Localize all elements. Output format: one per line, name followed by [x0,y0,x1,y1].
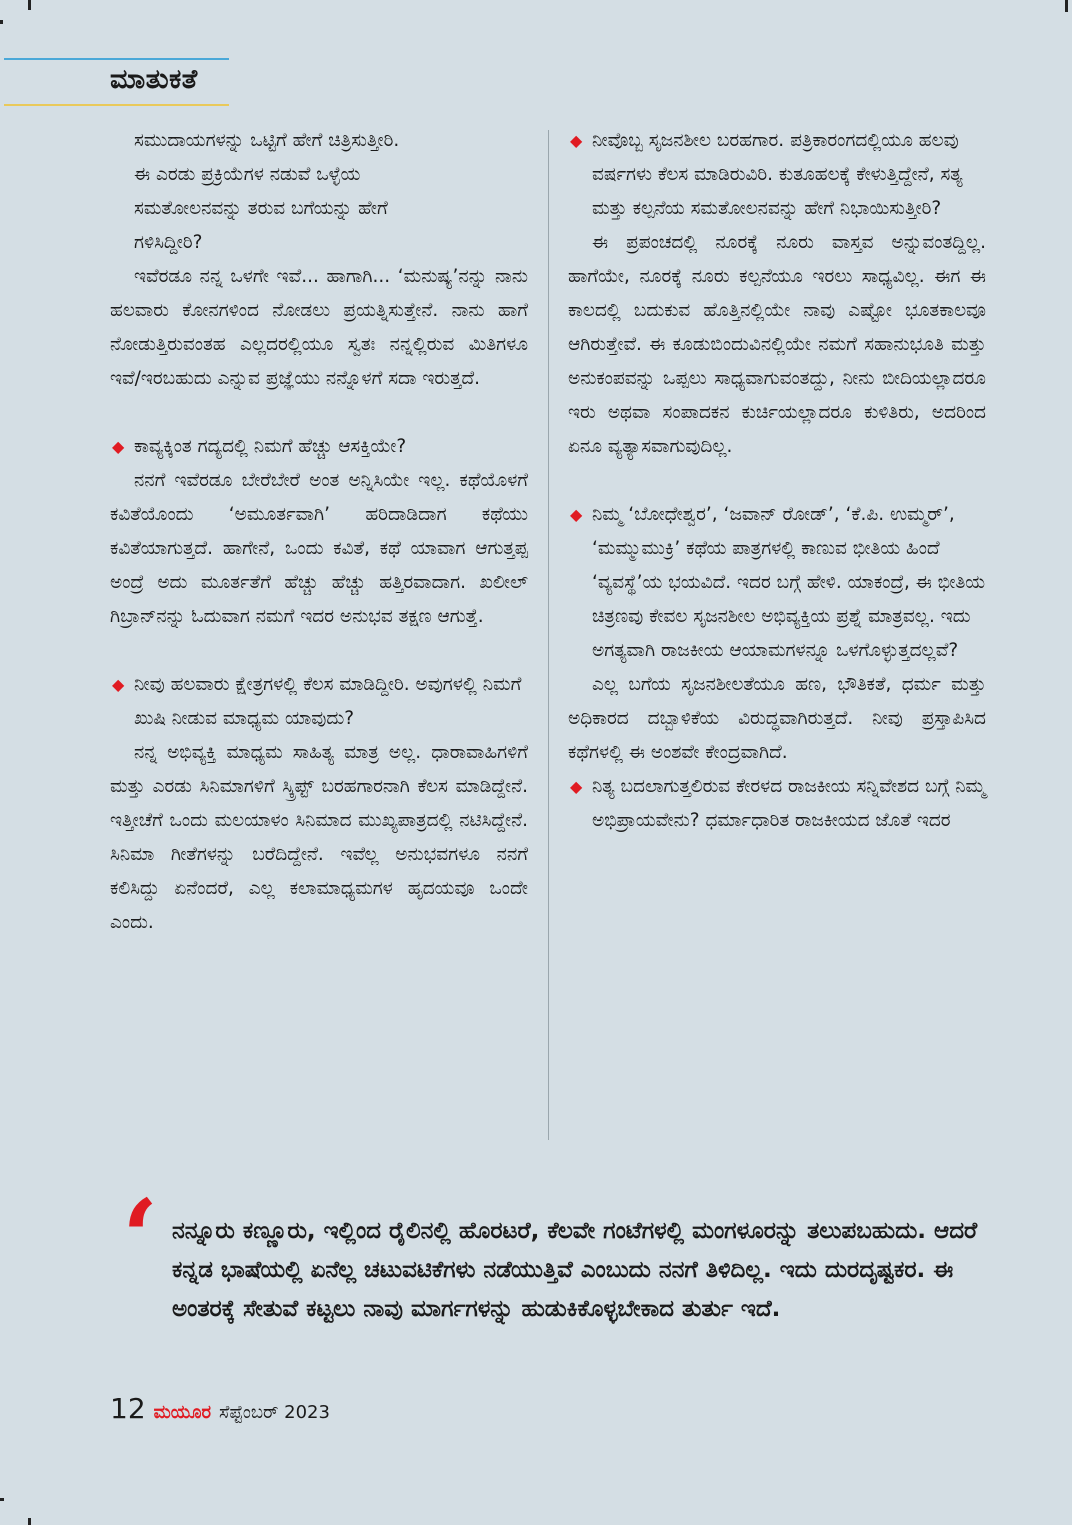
question-continued-line: ಸಮತೋಲನವನ್ನು ತರುವ ಬಗೆಯನ್ನು ಹೇಗೆ [134,198,388,219]
right-column [568,124,986,838]
question-paragraph [568,770,986,838]
question-text: ನೀವು ಹಲವಾರು ಕ್ಷೇತ್ರಗಳಲ್ಲಿ ಕೆಲಸ ಮಾಡಿದ್ದೀರಿ. ಅವುಗಳಲ್ಲಿ ನಿಮಗೆ ಖುಷಿ ನೀಡುವ ಮಾಧ್ಯಮ ಯಾವುದು? [134,674,522,729]
question-continued-line: ಸಮುದಾಯಗಳನ್ನು ಒಟ್ಟಿಗೆ ಹೇಗೆ ಚಿತ್ರಿಸುತ್ತೀರಿ. [134,130,400,151]
answer-paragraph: ಇವೆರಡೂ ನನ್ನ ಒಳಗೇ ಇವೆ... ಹಾಗಾಗಿ... ‘ಮನುಷ್ಯ’ನನ್ನು ನಾನು ಹಲವಾರು ಕೋನಗಳಿಂದ ನೋಡಲು ಪ್ರಯತ್ನಿಸುತ್ತೇನೆ. ನಾನು ಹಾಗೆ ನೋಡುತ್ತಿರುವಂತಹ ಎಲ್ಲದರಲ್ಲಿಯೂ ಸ್ವತಃ ನನ್ನಲ್ಲಿರುವ ಮಿತಿಗಳೂ ಇವೆ/ಇರಬಹುದು ಎನ್ನುವ ಪ್ರಜ್ಞೆಯು ನನ್ನೊಳಗೆ ಸದಾ ಇರುತ್ತದೆ. [110,266,528,389]
pull-quote: ನನ್ನೂರು ಕಣ್ಣೂರು, ಇಲ್ಲಿಂದ ರೈಲಿನಲ್ಲಿ ಹೊರಟರೆ, ಕೆಲವೇ ಗಂಟೆಗಳಲ್ಲಿ ಮಂಗಳೂರನ್ನು ತಲುಪಬಹುದು. ಆದರೆ ಕನ್ನಡ ಭಾಷೆಯಲ್ಲಿ ಏನೆಲ್ಲ ಚಟುವಟಿಕೆಗಳು ನಡೆಯುತ್ತಿವೆ ಎಂಬುದು ನನಗೆ ತಿಳಿದಿಲ್ಲ. ಇದು ದುರದೃಷ್ಟಕರ. ಈ ಅಂತರಕ್ಕೆ ಸೇತುವೆ ಕಟ್ಟಲು ನಾವು ಮಾರ್ಗಗಳನ್ನು ಹುಡುಕಿಕೊಳ್ಳಬೇಕಾದ ತುರ್ತು ಇದೆ. [172,1218,978,1322]
answer-paragraph: ನನಗೆ ಇವೆರಡೂ ಬೇರೆಬೇರೆ ಅಂತ ಅನ್ನಿಸಿಯೇ ಇಲ್ಲ. ಕಥೆಯೊಳಗೆ ಕವಿತೆಯೊಂದು ‘ಅಮೂರ್ತವಾಗಿ’ ಹರಿದಾಡಿದಾಗ ಕಥೆಯು ಕವಿತೆಯಾಗುತ್ತದೆ. ಹಾಗೇನೆ, ಒಂದು ಕವಿತೆ, ಕಥೆ ಯಾವಾಗ ಆಗುತ್ತಪ್ಪ ಅಂದ್ರೆ ಅದು ಮೂರ್ತತೆಗೆ ಹೆಚ್ಚು ಹೆಚ್ಚು ಹತ್ತಿರವಾದಾಗ. ಖಲೀಲ್ ಗಿಬ್ರಾನ್‌ನನ್ನು ಓದುವಾಗ ನಮಗೆ ಇದರ ಅನುಭವ ತಕ್ಷಣ ಆಗುತ್ತೆ. [110,470,528,627]
header-rule-blue [4,58,229,60]
answer-paragraph: ಎಲ್ಲ ಬಗೆಯ ಸೃಜನಶೀಲತೆಯೂ ಹಣ, ಭೌತಿಕತೆ, ಧರ್ಮ ಮತ್ತು ಅಧಿಕಾರದ ದಬ್ಬಾಳಿಕೆಯ ವಿರುದ್ಧವಾಗಿರುತ್ತದೆ. ನೀವು ಪ್ರಸ್ತಾಪಿಸಿದ ಕಥೆಗಳಲ್ಲಿ ಈ ಅಂಶವೇ ಕೇಂದ್ರವಾಗಿದೆ. [568,674,986,763]
question-continued-line: ಈ ಎರಡು ಪ್ರಕ್ರಿಯೆಗಳ ನಡುವೆ ಒಳ್ಳೆಯ [134,164,361,185]
diamond-bullet-icon: ◆ [112,675,125,694]
question-continued-line: ಗಳಿಸಿದ್ದೀರಿ? [134,232,203,253]
section-title: ಮಾತುಕತೆ [110,64,198,95]
magazine-name: ಮಯೂರ [153,1402,212,1423]
diamond-bullet-icon: ◆ [570,131,583,150]
question-text: ನಿತ್ಯ ಬದಲಾಗುತ್ತಲಿರುವ ಕೇರಳದ ರಾಜಕೀಯ ಸನ್ನಿವೇಶದ ಬಗ್ಗೆ ನಿಮ್ಮ ಅಭಿಪ್ರಾಯವೇನು? ಧರ್ಮಾಧಾರಿತ ರಾಜಕೀಯದ ಜೊತೆ ಇದರ [592,776,986,831]
page-footer [110,1392,330,1425]
crop-mark [0,20,3,24]
answer-paragraph: ನನ್ನ ಅಭಿವ್ಯಕ್ತಿ ಮಾಧ್ಯಮ ಸಾಹಿತ್ಯ ಮಾತ್ರ ಅಲ್ಲ. ಧಾರಾವಾಹಿಗಳಿಗೆ ಮತ್ತು ಎರಡು ಸಿನಿಮಾಗಳಿಗೆ ಸ್ಕ್ರಿಪ್ಟ್ ಬರಹಗಾರನಾಗಿ ಕೆಲಸ ಮಾಡಿದ್ದೇನೆ. ಇತ್ತೀಚೆಗೆ ಒಂದು ಮಲಯಾಳಂ ಸಿನಿಮಾದ ಮುಖ್ಯಪಾತ್ರದಲ್ಲಿ ನಟಿಸಿದ್ದೇನೆ. ಸಿನಿಮಾ ಗೀತೆಗಳನ್ನು ಬರೆದಿದ್ದೇನೆ. ಇವೆಲ್ಲ ಅನುಭವಗಳೂ ನನಗೆ ಕಲಿಸಿದ್ದು ಏನೆಂದರೆ, ಎಲ್ಲ ಕಲಾಮಾಧ್ಯಮಗಳ ಹೃದಯವೂ ಒಂದೇ ಎಂದು. [110,742,528,933]
crop-mark [0,1498,4,1501]
crop-mark [28,1518,31,1525]
quote-mark-icon: ‘ [122,1176,159,1299]
diamond-bullet-icon: ◆ [570,777,583,796]
issue-date: ಸೆಪ್ಟೆಂಬರ್ 2023 [219,1402,330,1423]
column-divider [548,130,549,1140]
question-paragraph [568,498,986,668]
crop-mark [1065,0,1068,12]
diamond-bullet-icon: ◆ [112,437,125,456]
answer-paragraph: ಈ ಪ್ರಪಂಚದಲ್ಲಿ ನೂರಕ್ಕೆ ನೂರು ವಾಸ್ತವ ಅನ್ನುವಂತದ್ದಿಲ್ಲ. ಹಾಗೆಯೇ, ನೂರಕ್ಕೆ ನೂರು ಕಲ್ಪನೆಯೂ ಇರಲು ಸಾಧ್ಯವಿಲ್ಲ. ಈಗ ಈ ಕಾಲದಲ್ಲಿ ಬದುಕುವ ಹೊತ್ತಿನಲ್ಲಿಯೇ ನಾವು ಎಷ್ಟೋ ಭೂತಕಾಲವೂ ಆಗಿರುತ್ತೇವೆ. ಈ ಕೂಡುಬಿಂದುವಿನಲ್ಲಿಯೇ ನಮಗೆ ಸಹಾನುಭೂತಿ ಮತ್ತು ಅನುಕಂಪವನ್ನು ಒಪ್ಪಲು ಸಾಧ್ಯವಾಗುವಂತದ್ದು, ನೀನು ಬೀದಿಯಲ್ಲಾದರೂ ಇರು ಅಥವಾ ಸಂಪಾದಕನ ಕುರ್ಚಿಯಲ್ಲಾದರೂ ಕುಳಿತಿರು, ಅದರಿಂದ ಏನೂ ವ್ಯತ್ಯಾಸವಾಗುವುದಿಲ್ಲ. [568,232,986,457]
left-column [110,124,528,940]
page-number: 12 [110,1392,146,1425]
diamond-bullet-icon: ◆ [570,505,583,524]
question-text: ಕಾವ್ಯಕ್ಕಿಂತ ಗದ್ಯದಲ್ಲಿ ನಿಮಗೆ ಹೆಚ್ಚು ಆಸಕ್ತಿಯೇ? [134,436,407,457]
crop-mark [28,0,31,10]
question-paragraph [110,668,528,736]
question-text: ನಿಮ್ಮ ‘ಬೋಧೇಶ್ವರ’, ‘ಜವಾನ್ ರೋಡ್’, ‘ಕೆ.ಪಿ. ಉಮ್ಮರ್’, ‘ಮಮ್ಮುಮುಕ್ರಿ’ ಕಥೆಯ ಪಾತ್ರಗಳಲ್ಲಿ ಕಾಣುವ ಭೀತಿಯ ಹಿಂದೆ ‘ವ್ಯವಸ್ಥೆ’ಯ ಭಯವಿದೆ. ಇದರ ಬಗ್ಗೆ ಹೇಳಿ. ಯಾಕಂದ್ರೆ, ಈ ಭೀತಿಯ ಚಿತ್ರಣವು ಕೇವಲ ಸೃಜನಶೀಲ ಅಭಿವ್ಯಕ್ತಿಯ ಪ್ರಶ್ನೆ ಮಾತ್ರವಲ್ಲ. ಇದು ಅಗತ್ಯವಾಗಿ ರಾಜಕೀಯ ಆಯಾಮಗಳನ್ನೂ ಒಳಗೊಳ್ಳುತ್ತದಲ್ಲವೆ? [592,504,986,661]
question-paragraph [568,124,986,226]
header-rule-yellow [4,104,229,106]
question-text: ನೀವೊಬ್ಬ ಸೃಜನಶೀಲ ಬರಹಗಾರ. ಪತ್ರಿಕಾರಂಗದಲ್ಲಿಯೂ ಹಲವು ವರ್ಷಗಳು ಕೆಲಸ ಮಾಡಿರುವಿರಿ. ಕುತೂಹಲಕ್ಕೆ ಕೇಳುತ್ತಿದ್ದೇನೆ, ಸತ್ಯ ಮತ್ತು ಕಲ್ಪನೆಯ ಸಮತೋಲನವನ್ನು ಹೇಗೆ ನಿಭಾಯಿಸುತ್ತೀರಿ? [592,130,963,219]
question-paragraph [110,430,528,464]
